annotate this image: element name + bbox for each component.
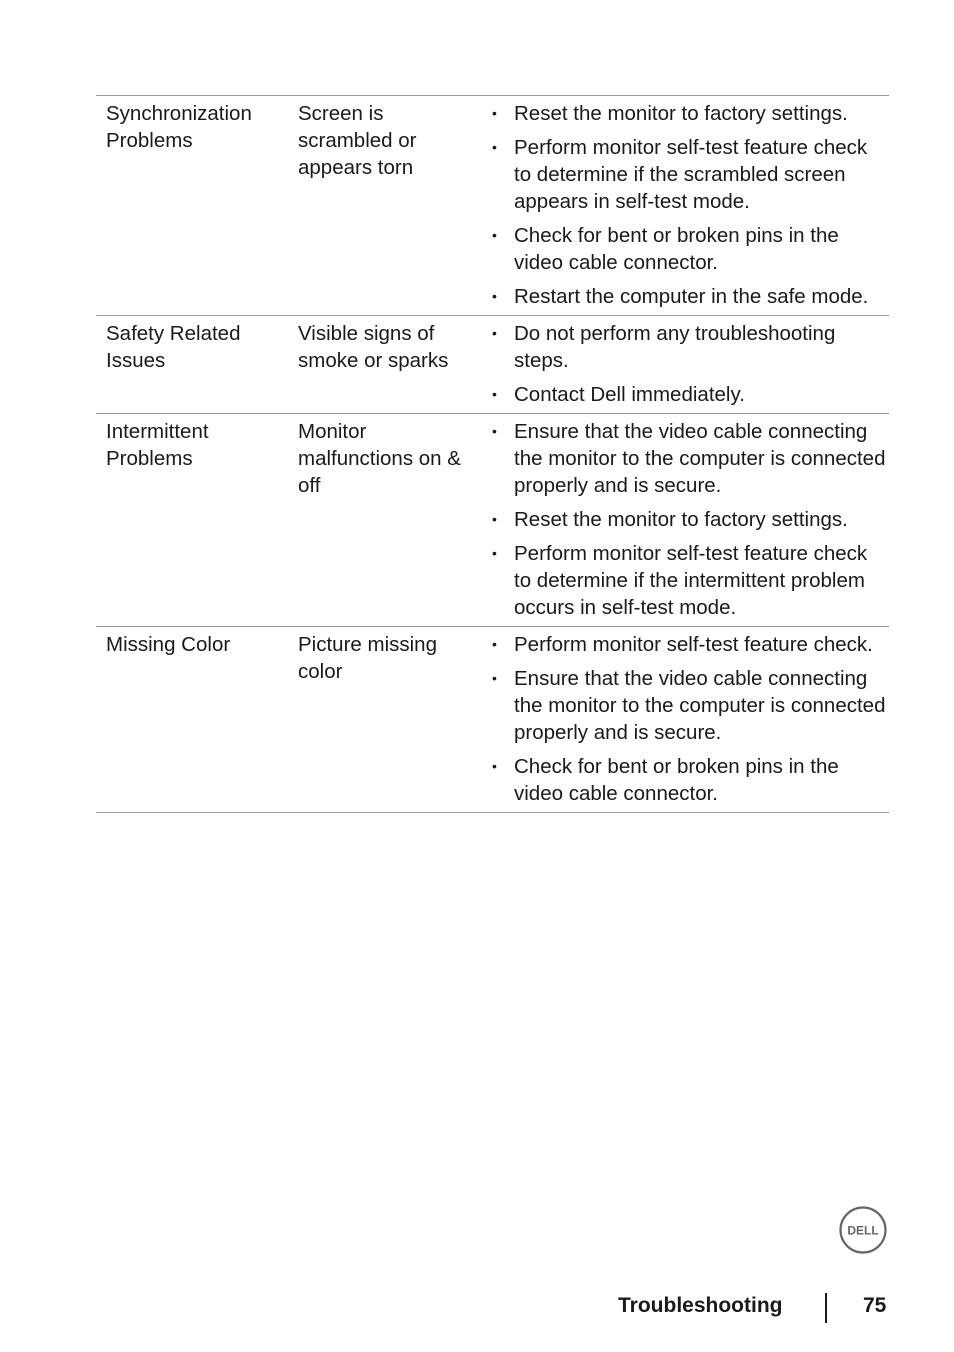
table-row — [96, 627, 889, 813]
solution-text: Ensure that the video cable connecting the monitor to the computer is connected properly and is secure. — [514, 667, 886, 744]
footer-section-title: Troubleshooting — [618, 1294, 783, 1317]
symptom-cell: Picture missing color — [298, 633, 437, 683]
bullet-icon: • — [492, 511, 497, 527]
list-item — [485, 320, 889, 374]
problem-cell: Safety Related Issues — [106, 322, 241, 372]
list-item — [485, 134, 889, 215]
list-item — [485, 540, 889, 621]
troubleshooting-table — [96, 95, 889, 813]
solution-text: Perform monitor self-test feature check. — [514, 633, 873, 656]
solution-text: Check for bent or broken pins in the video cable connector. — [514, 224, 839, 274]
symptom-cell: Visible signs of smoke or sparks — [298, 322, 449, 372]
footer-divider — [825, 1293, 827, 1323]
solutions-list — [485, 320, 889, 408]
list-item — [485, 283, 889, 310]
list-item — [485, 631, 889, 658]
page-number: 75 — [863, 1294, 887, 1317]
solution-text: Restart the computer in the safe mode. — [514, 285, 869, 308]
table-row — [96, 316, 889, 414]
solution-text: Reset the monitor to factory settings. — [514, 508, 848, 531]
solution-text: Check for bent or broken pins in the video cable connector. — [514, 755, 839, 805]
list-item — [485, 381, 889, 408]
bullet-icon: • — [492, 545, 497, 561]
solution-text: Perform monitor self-test feature check to determine if the scrambled screen appears in self-test mode. — [514, 136, 868, 213]
problem-cell: Missing Color — [106, 633, 231, 656]
solution-text: Reset the monitor to factory settings. — [514, 102, 848, 125]
solutions-list — [485, 100, 889, 310]
bullet-icon: • — [492, 670, 497, 686]
bullet-icon: • — [492, 758, 497, 774]
list-item — [485, 753, 889, 807]
list-item — [485, 418, 889, 499]
bullet-icon: • — [492, 636, 497, 652]
bullet-icon: • — [492, 288, 497, 304]
list-item — [485, 222, 889, 276]
solution-text: Ensure that the video cable connecting the monitor to the computer is connected properly and is secure. — [514, 420, 886, 497]
bullet-icon: • — [492, 105, 497, 121]
symptom-cell: Monitor malfunctions on & off — [298, 420, 461, 497]
list-item — [485, 100, 889, 127]
bullet-icon: • — [492, 423, 497, 439]
problem-cell: Synchronization Problems — [106, 102, 252, 152]
symptom-cell: Screen is scrambled or appears torn — [298, 102, 417, 179]
dell-logo-icon — [839, 1206, 887, 1254]
problem-cell: Intermittent Problems — [106, 420, 209, 470]
list-item — [485, 665, 889, 746]
solution-text: Do not perform any troubleshooting steps. — [514, 322, 836, 372]
bullet-icon: • — [492, 386, 497, 402]
logo-text: DELL — [847, 1223, 879, 1238]
table-row — [96, 414, 889, 627]
solution-text: Perform monitor self-test feature check to determine if the intermittent problem occurs in self-test mode. — [514, 542, 868, 619]
bullet-icon: • — [492, 139, 497, 155]
bullet-icon: • — [492, 325, 497, 341]
bullet-icon: • — [492, 227, 497, 243]
table-row — [96, 96, 889, 316]
solutions-list — [485, 631, 889, 807]
solution-text: Contact Dell immediately. — [514, 383, 745, 406]
list-item — [485, 506, 889, 533]
solutions-list — [485, 418, 889, 621]
